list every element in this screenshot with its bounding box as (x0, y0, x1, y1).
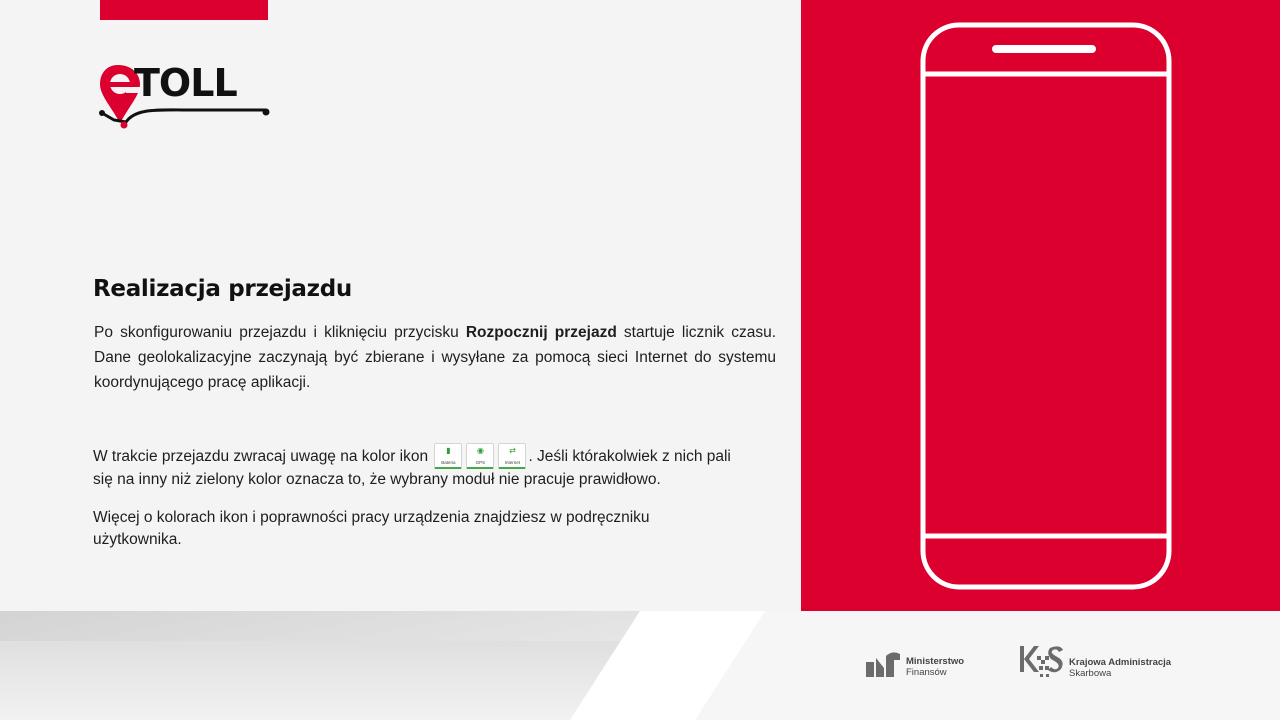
smartphone-outline-icon (920, 22, 1172, 590)
etoll-logo (96, 60, 276, 135)
para1-text-cont: startuje licznik czasu. Dane geolokalizacyjne zaczynają być zbierane i wysyłane za pomocą sieci Internet do systemu koordynującego pracę aplikacji. (94, 324, 777, 391)
battery-label: Bateria (441, 460, 456, 465)
internet-arrows-icon: ⇄ (509, 446, 516, 455)
mf-name-line2: Finansów (906, 667, 947, 678)
manual-paragraph: Więcej o kolorach ikon i poprawności pracy urządzenia znajdziesz w podręczniku użytkownika. (93, 509, 650, 548)
ministry-of-finance-logo (866, 650, 965, 680)
page-title: Realizacja przejazdu (93, 276, 352, 302)
footer-decoration (0, 611, 770, 720)
kas-logo (1020, 644, 1172, 680)
para2-text-cont: . Jeśli którakolwiek z nich pali się na inny niż zielony kolor oznacza to, że wybrany moduł nie pracuje prawidłowo. (93, 448, 731, 488)
description-paragraph (94, 320, 776, 395)
start-ride-highlight: Rozpocznij przejazd (465, 324, 617, 341)
icons-paragraph (93, 443, 753, 491)
kas-name-line2: Skarbowa (1069, 668, 1112, 679)
red-panel (801, 0, 1280, 611)
gps-status-chip (466, 443, 494, 469)
logo-text: TOLL (134, 61, 237, 105)
mf-emblem-icon (866, 650, 904, 680)
kas-name-line1: Krajowa Administracja (1069, 657, 1172, 668)
kas-emblem-icon (1020, 644, 1066, 680)
internet-status-chip (498, 443, 526, 469)
gps-icon: ◉ (476, 446, 484, 455)
gps-label: GPS (475, 460, 486, 465)
top-accent-bar (100, 0, 268, 20)
battery-status-chip (434, 443, 462, 469)
para1-text: Po skonfigurowaniu przejazdu i kliknięciu przycisku (94, 324, 466, 341)
internet-label: Internet (504, 460, 521, 465)
mf-name-line1: Ministerstwo (906, 656, 965, 667)
para2-text: W trakcie przejazdu zwracaj uwagę na kolor ikon (93, 448, 429, 465)
battery-icon: ▮ (446, 446, 451, 455)
